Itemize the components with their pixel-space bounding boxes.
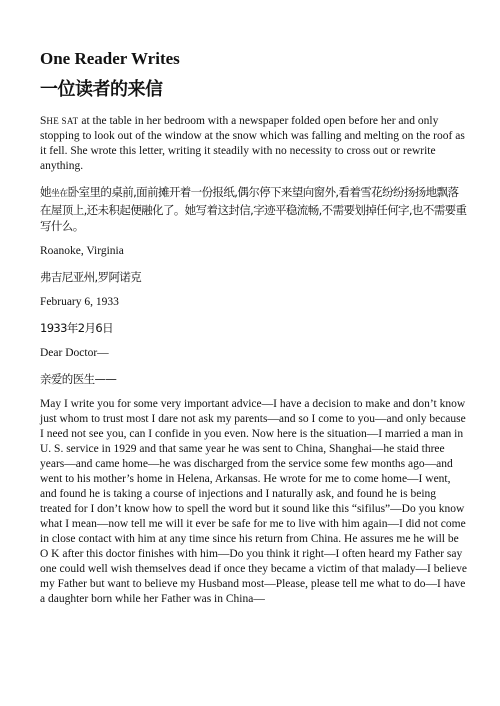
place-chinese: 弗吉尼亚州,罗阿诺克	[40, 270, 142, 284]
date-chinese: 1933年2月6日	[40, 321, 113, 335]
intro-lead-initial: S	[40, 115, 47, 127]
intro-lead-smallcaps: HE SAT	[46, 116, 79, 126]
intro-paragraph-english	[40, 114, 468, 174]
intro-chinese-text: 卧室里的桌前,面前摊开着一份报纸,偶尔停下来望向窗外,看着雪花纷纷扬扬地飘落在屋顶上,还未积起便融化了。她写着这封信,字迹平稳流畅,不需要划掉任何字,也不需要重写什么。	[40, 185, 467, 233]
salutation-english: Dear Doctor—	[40, 347, 109, 359]
intro-english-text: at the table in her bedroom with a newspaper folded open before her and only stopping to look out of the window at the snow which was falling and melting on the roof as it fell. She wrote this letter, writing it steadily with no necessity to cross out or rewrite anything.	[40, 115, 465, 172]
english-title: One Reader Writes	[40, 49, 180, 68]
intro-paragraph-chinese	[40, 184, 468, 234]
place-english: Roanoke, Virginia	[40, 245, 124, 257]
letter-body: May I write you for some very important advice—I have a decision to make and don’t know just whom to trust most I dare not ask my parents—and so I come to you—and only because I need not see you, can I confide in you even. Now here is the situation—I married a man in U. S. service in 1929 and that same year he was sent to China, Shanghai—he staid three years—and came home—he was discharged from the service some few months ago—and went to his mother’s home in Helena, Arkansas. He wrote for me to come home—I went, and found he is taking a course of injections and I naturally ask, and found he is being treated for I don’t know how to spell the word but it sound like this “sifilus”—Do you know what I mean—now tell me will it ever be safe for me to live with him again—I did not come in close contact with him at any time since his return from China. He assures me he will be O K after this doctor finishes with him—Do you think it right—I often heard my Father say one could well wish themselves dead if once they became a victim of that malady—I believe my Father but want to believe my Husband most—Please, please tell me what to do—I have a daughter born while her Father was in China—	[40, 398, 467, 605]
chinese-title: 一位读者的来信	[40, 79, 163, 100]
date-english: February 6, 1933	[40, 296, 119, 308]
intro-chinese-start: 她	[40, 185, 51, 199]
salutation-chinese: 亲爱的医生——	[40, 372, 117, 386]
intro-chinese-small: 坐在	[50, 189, 68, 199]
document-page	[40, 48, 468, 617]
